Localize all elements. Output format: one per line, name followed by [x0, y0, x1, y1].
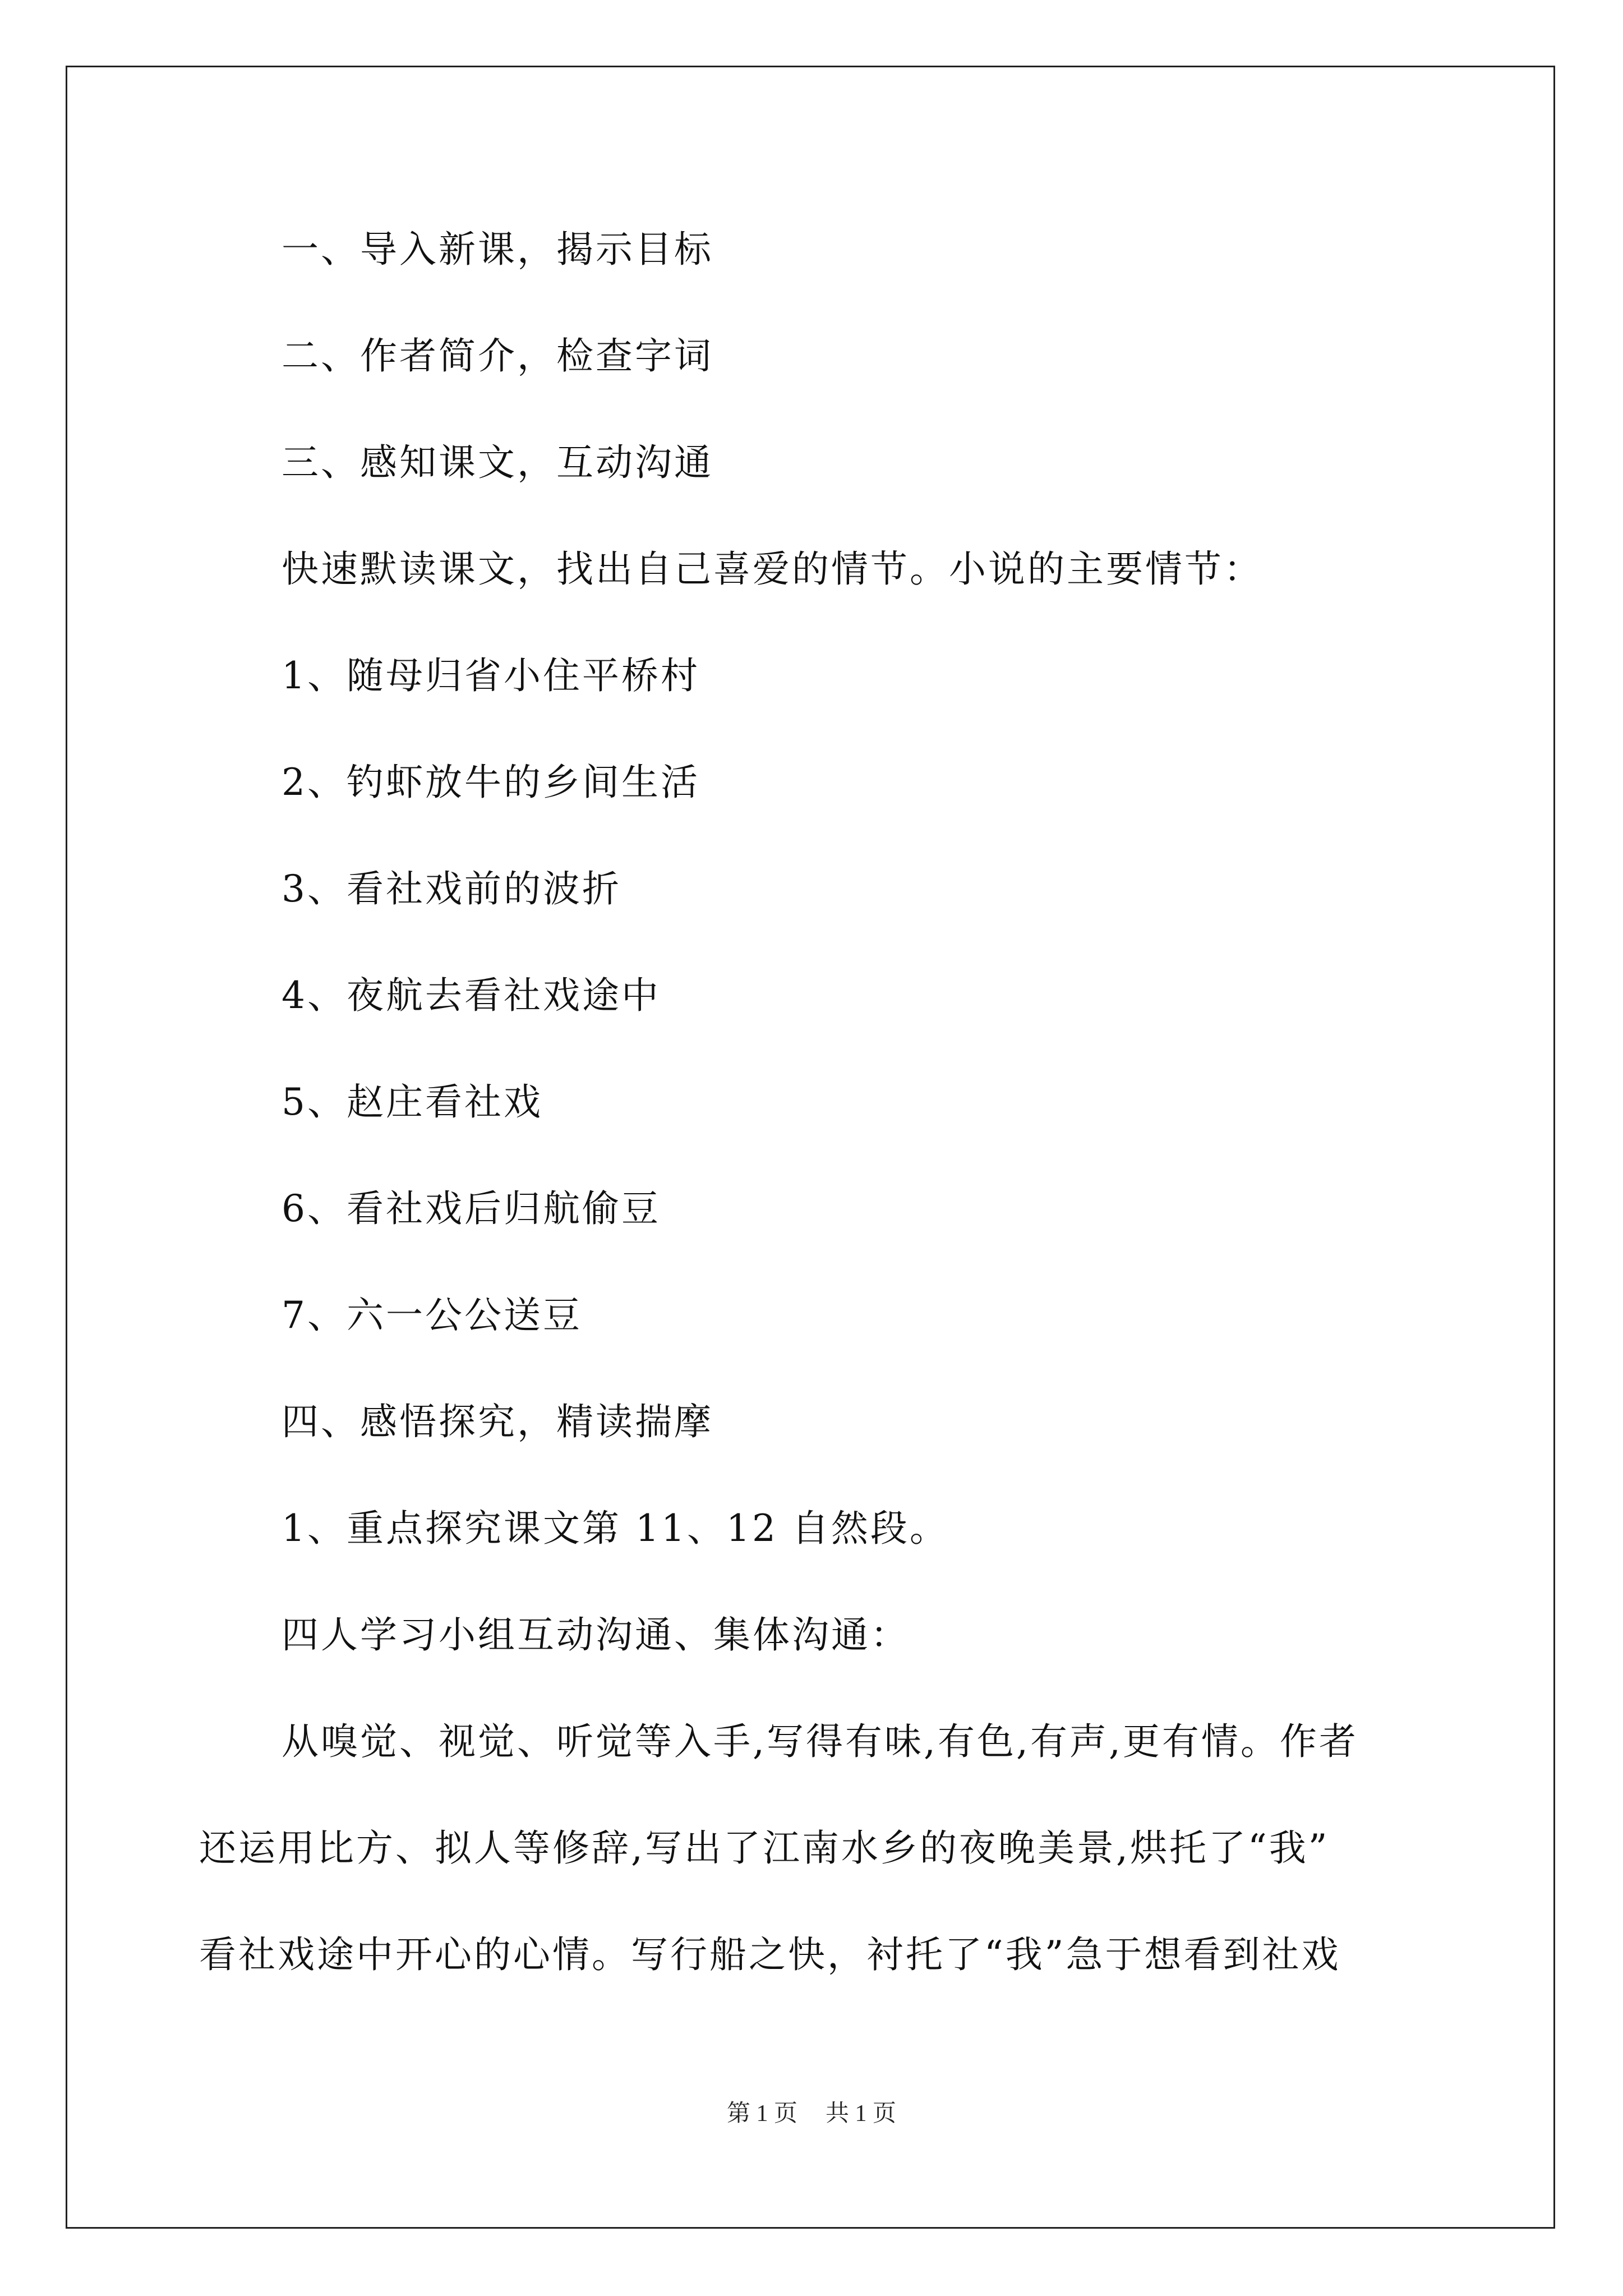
plot-item: 7、六一公公送豆: [282, 1294, 582, 1337]
paragraph-line: 看社戏途中开心的心情。写行船之快，衬托了“我”急于想看到社戏: [199, 1933, 1341, 1976]
plot-item: 3、看社戏前的波折: [282, 867, 621, 910]
heading-intro: 一、导入新课，揭示目标: [282, 228, 713, 271]
text-line: 四人学习小组互动沟通、集体沟通：: [282, 1613, 910, 1657]
heading-author: 二、作者简介，检查字词: [282, 334, 713, 378]
plot-item: 2、钓虾放牛的乡间生活: [282, 761, 700, 804]
heading-explore: 四、感悟探究，精读揣摩: [282, 1400, 713, 1443]
text-line: 快速默读课文，找出自己喜爱的情节。小说的主要情节：: [282, 547, 1263, 591]
page-footer: [0, 2098, 1623, 2129]
plot-item: 5、赵庄看社戏: [282, 1080, 543, 1124]
plot-item: 6、看社戏后归航偷豆: [282, 1187, 661, 1230]
paragraph-line: 还运用比方、拟人等修辞,写出了江南水乡的夜晚美景,烘托了“我”: [199, 1826, 1330, 1870]
page-total: 共 1 页: [826, 2101, 897, 2127]
paragraph-line: 从嗅觉、视觉、听觉等入手,写得有味,有色,有声,更有情。作者: [282, 1720, 1358, 1763]
plot-item: 1、随母归省小住平桥村: [282, 654, 700, 697]
heading-perceive: 三、感知课文，互动沟通: [282, 441, 713, 484]
page-border: [66, 66, 1555, 2229]
text-line: 1、重点探究课文第 11、12 自然段。: [282, 1507, 949, 1550]
page-number: 第 1 页: [726, 2101, 797, 2127]
plot-item: 4、夜航去看社戏途中: [282, 974, 661, 1017]
